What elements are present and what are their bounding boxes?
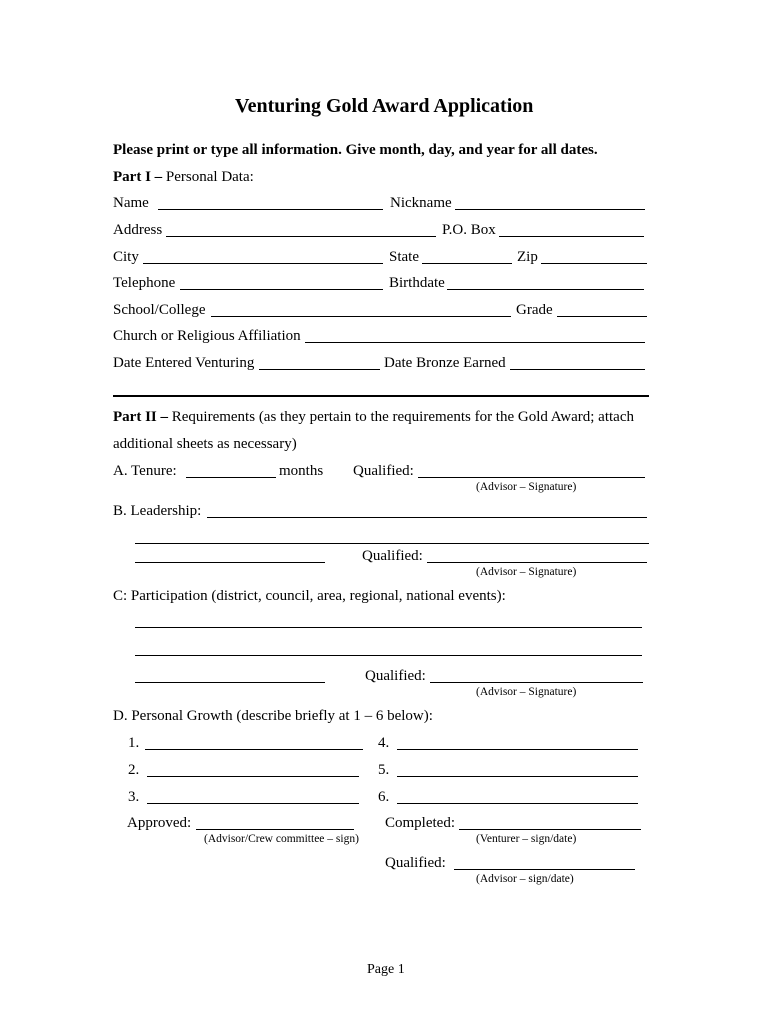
page-title: Venturing Gold Award Application <box>235 95 534 117</box>
address-label: Address <box>113 222 163 238</box>
school-label: School/College <box>113 302 206 318</box>
growth-item-1-number: 1. <box>128 735 140 751</box>
school-field[interactable] <box>211 316 511 317</box>
growth-item-3-number: 3. <box>128 789 140 805</box>
growth-item-1-field[interactable] <box>145 749 363 750</box>
leadership-label: B. Leadership: <box>113 503 202 519</box>
part2-label: Part II – <box>113 409 168 425</box>
po-box-field[interactable] <box>499 236 644 237</box>
completed-label: Completed: <box>385 815 455 831</box>
part2-heading <box>113 409 634 426</box>
final-qualified-signature[interactable] <box>454 869 635 870</box>
nickname-field[interactable] <box>455 209 645 210</box>
growth-item-5-field[interactable] <box>397 776 638 777</box>
telephone-field[interactable] <box>180 289 383 290</box>
participation-field-line1[interactable] <box>135 627 642 628</box>
leadership-field-line2[interactable] <box>135 543 649 544</box>
approved-label: Approved: <box>127 815 192 831</box>
grade-field[interactable] <box>557 316 647 317</box>
zip-label: Zip <box>517 249 538 265</box>
church-label: Church or Religious Affiliation <box>113 328 301 344</box>
completed-caption: (Venturer – sign/date) <box>476 833 577 845</box>
part2-intro-line1: Requirements (as they pertain to the requirements for the Gold Award; attach <box>171 409 634 425</box>
growth-item-2-number: 2. <box>128 762 140 778</box>
tenure-months-label: months <box>279 463 324 479</box>
zip-field[interactable] <box>541 263 647 264</box>
tenure-field[interactable] <box>186 477 276 478</box>
tenure-qualified-signature[interactable] <box>418 477 645 478</box>
participation-advisor-caption: (Advisor – Signature) <box>476 686 577 698</box>
growth-item-5-number: 5. <box>378 762 390 778</box>
date-bronze-field[interactable] <box>510 369 645 370</box>
nickname-label: Nickname <box>390 195 452 211</box>
participation-field-line2[interactable] <box>135 655 642 656</box>
name-field[interactable] <box>158 209 383 210</box>
part1-label: Part I – <box>113 169 163 185</box>
tenure-label: A. Tenure: <box>113 463 177 479</box>
participation-field-line3[interactable] <box>135 682 325 683</box>
growth-item-6-field[interactable] <box>397 803 638 804</box>
participation-qualified-label: Qualified: <box>365 668 426 684</box>
approved-caption: (Advisor/Crew committee – sign) <box>204 833 359 845</box>
leadership-field-line1[interactable] <box>207 517 647 518</box>
state-label: State <box>389 249 419 265</box>
leadership-qualified-signature[interactable] <box>427 562 647 563</box>
leadership-advisor-caption: (Advisor – Signature) <box>476 566 577 578</box>
birthdate-field[interactable] <box>447 289 644 290</box>
final-qualified-label: Qualified: <box>385 855 446 871</box>
part2-intro-line2: additional sheets as necessary) <box>113 436 297 452</box>
tenure-advisor-caption: (Advisor – Signature) <box>476 481 577 493</box>
city-label: City <box>113 249 139 265</box>
final-qualified-caption: (Advisor – sign/date) <box>476 873 574 885</box>
date-bronze-label: Date Bronze Earned <box>384 355 506 371</box>
church-field[interactable] <box>305 342 645 343</box>
participation-qualified-signature[interactable] <box>430 682 643 683</box>
city-field[interactable] <box>143 263 383 264</box>
name-label: Name <box>113 195 149 211</box>
growth-item-4-number: 4. <box>378 735 390 751</box>
leadership-qualified-label: Qualified: <box>362 548 423 564</box>
date-entered-field[interactable] <box>259 369 380 370</box>
growth-item-2-field[interactable] <box>147 776 359 777</box>
leadership-field-line3[interactable] <box>135 562 325 563</box>
growth-item-6-number: 6. <box>378 789 390 805</box>
participation-label: C: Participation (district, council, area, regional, national events): <box>113 588 506 604</box>
section-divider <box>113 395 649 397</box>
personal-growth-label: D. Personal Growth (describe briefly at 1 – 6 below): <box>113 708 433 724</box>
page-number: Page 1 <box>367 962 405 977</box>
growth-item-3-field[interactable] <box>147 803 359 804</box>
birthdate-label: Birthdate <box>389 275 445 291</box>
address-field[interactable] <box>166 236 436 237</box>
growth-item-4-field[interactable] <box>397 749 638 750</box>
instructions: Please print or type all information. Give month, day, and year for all dates. <box>113 142 598 158</box>
completed-signature[interactable] <box>459 829 641 830</box>
grade-label: Grade <box>516 302 553 318</box>
telephone-label: Telephone <box>113 275 176 291</box>
tenure-qualified-label: Qualified: <box>353 463 414 479</box>
part1-subheading: Personal Data: <box>165 169 254 185</box>
part1-heading <box>113 169 254 186</box>
state-field[interactable] <box>422 263 512 264</box>
po-box-label: P.O. Box <box>442 222 496 238</box>
date-entered-label: Date Entered Venturing <box>113 355 255 371</box>
approved-signature[interactable] <box>196 829 354 830</box>
